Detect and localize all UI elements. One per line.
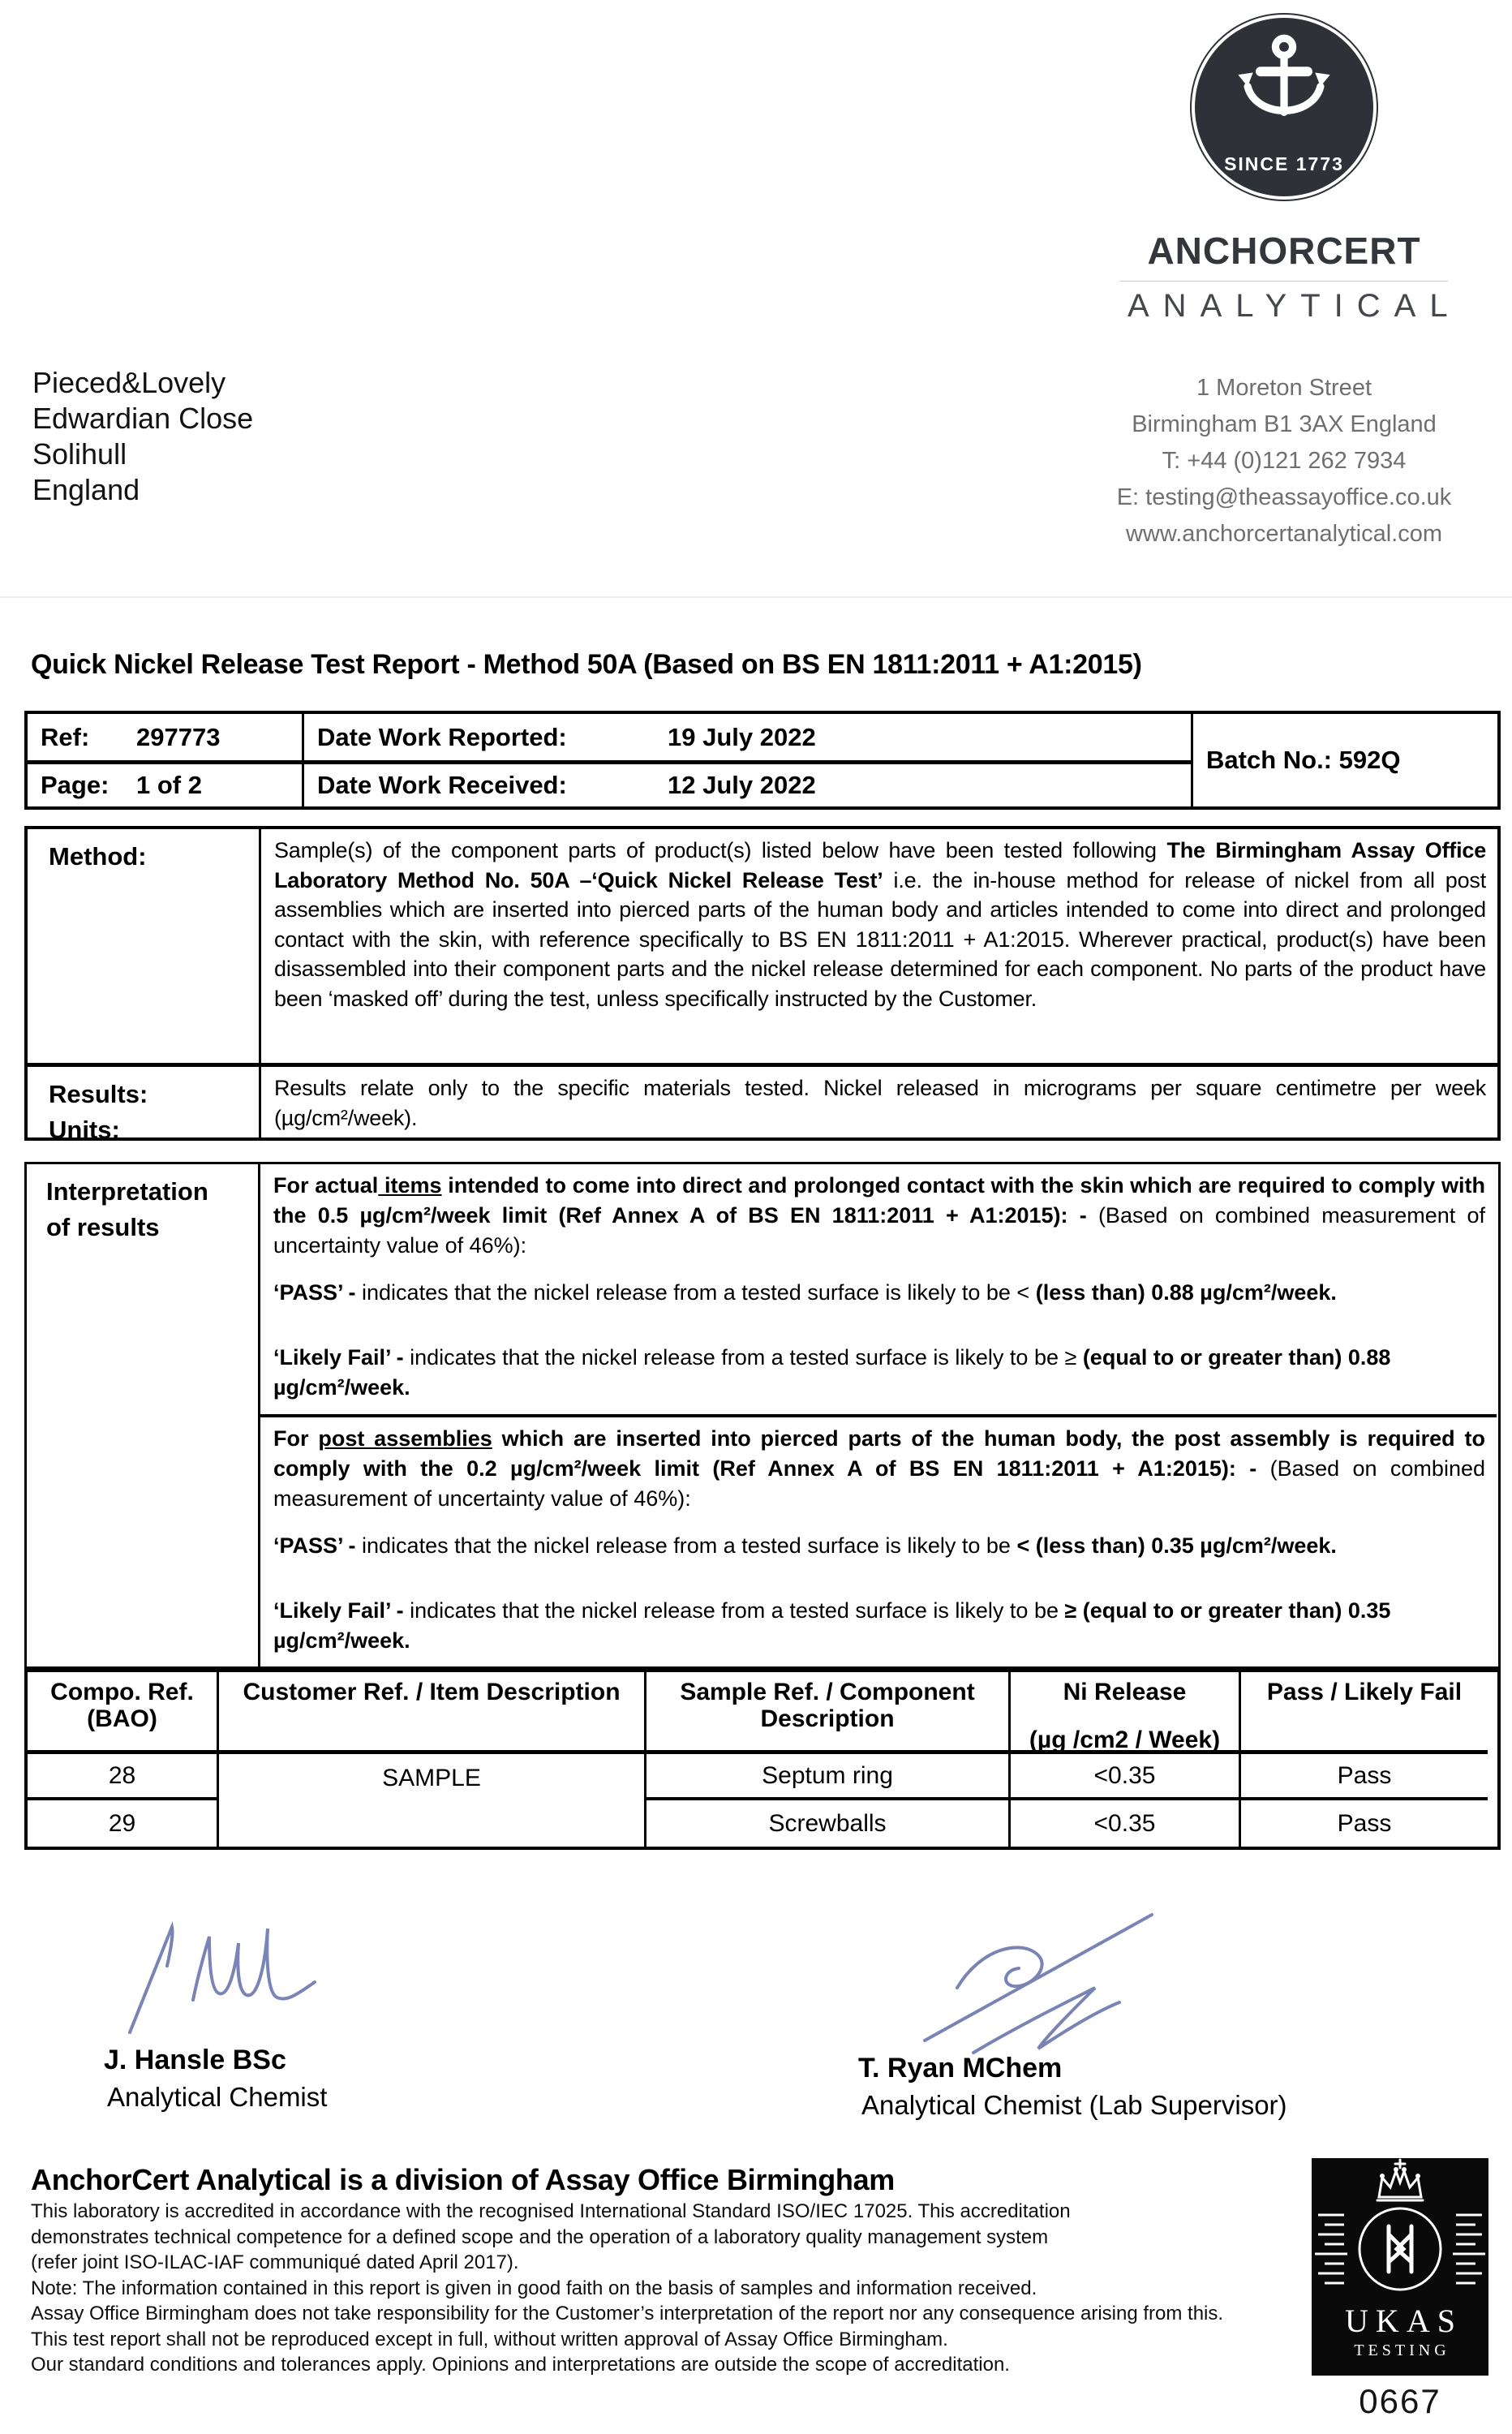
ukas-acronym: UKAS <box>1345 2303 1463 2339</box>
interpretation-table <box>24 1162 1501 1669</box>
anchor-icon <box>1231 31 1338 138</box>
date-reported-cell <box>302 714 1191 760</box>
ukas-accreditation-mark <box>1312 2158 1488 2376</box>
brand-name: anchorcert <box>1147 215 1421 275</box>
reference-table <box>24 711 1501 810</box>
ukas-crown-icon <box>1312 2158 1488 2296</box>
column-header-sample-ref <box>646 1672 1011 1754</box>
method-label: Method: <box>28 829 261 1063</box>
text-line: This test report shall not be reproduced except in full, without written approval of Assay Office Birmingham. <box>31 2328 948 2350</box>
header-divider <box>0 596 1512 598</box>
header-component-line1: Sample Ref. / Component <box>680 1679 975 1705</box>
text-line: T: +44 (0)121 262 7934 <box>1162 448 1407 474</box>
header-customer: Customer Ref. / Item Description <box>243 1679 621 1705</box>
table-row-1-result: Pass <box>1241 1754 1488 1800</box>
ref-cell <box>28 714 302 760</box>
text-line: Birmingham B1 3AX England <box>1132 411 1437 437</box>
text-line: This laboratory is accredited in accordance with the recognised International Standard ISO/IEC 17025. This accreditation <box>31 2200 1071 2222</box>
signature-scribble-supervisor <box>900 1890 1249 2065</box>
posts-pass-definition: ‘PASS’ - indicates that the nickel release from a tested surface is likely to be < (less than) 0.35 µg/cm²/week. <box>273 1533 1337 1558</box>
table-row-1-component: Septum ring <box>646 1754 1011 1800</box>
date-received-value: 12 July 2022 <box>668 771 816 799</box>
division-statement: AnchorCert Analytical is a division of Assay Office Birmingham <box>31 2163 896 2196</box>
ref-label: Ref: <box>41 722 90 751</box>
table-row-2-ni: <0.35 <box>1011 1800 1241 1847</box>
interpretation-posts-block <box>260 1417 1497 1666</box>
text-line: www.anchorcertanalytical.com <box>1125 521 1443 547</box>
date-received-cell <box>302 760 1191 806</box>
method-text: Sample(s) of the component parts of product(s) listed below have been tested following The Birmingham Assay Office Laboratory Method No. 50A –‘Quick Nickel Release Test’ i.e. the in-house method for release of nickel from all post assemblies which are inserted into pierced parts of the human body and articles intended to come into direct and prolonged contact with the skin, with reference specifically to BS EN 1811:2011 + A1:2015. Wherever practical, product(s) have been disassembled into their component parts and the nickel release determined for each component. No parts of the product have been ‘masked off’ during the test, unless specifically instructed by the Customer. <box>274 838 1487 1011</box>
date-reported-value: 19 July 2022 <box>668 722 816 751</box>
customer-address <box>32 365 253 508</box>
method-results-table <box>24 826 1501 1144</box>
anchor-emblem-circle <box>1195 18 1373 196</box>
page-label: Page: <box>41 771 110 799</box>
table-row-2-result: Pass <box>1337 1809 1392 1837</box>
items-pass-definition: ‘PASS’ - indicates that the nickel release from a tested surface is likely to be < (less than) 0.88 µg/cm²/week. <box>273 1280 1337 1305</box>
signatory-name-2: T. Ryan MChem <box>858 2053 1063 2084</box>
results-text: Results relate only to the specific materials tested. Nickel released in micrograms per square centimetre per week (µg/cm²/week). <box>261 1063 1497 1137</box>
results-units-label <box>28 1063 261 1144</box>
date-reported-label: Date Work Reported: <box>317 722 567 751</box>
text-line: Solihull <box>32 437 127 471</box>
items-limit-paragraph: For actual items intended to come into direct and prolonged contact with the skin which are required to comply with the 0.5 µg/cm²/week limit (Ref Annex A of BS EN 1811:2011 + A1:2015): - (Based on combined measurement of uncertainty value of 46%): <box>273 1173 1485 1258</box>
text-line: (refer joint ISO-ILAC-IAF communiqué dated April 2017). <box>31 2251 519 2273</box>
text-line: England <box>32 473 140 506</box>
column-header-ni-release <box>1011 1672 1241 1754</box>
table-customer-ref: SAMPLE <box>219 1754 646 1847</box>
ukas-lab-number: 0667 <box>1359 2382 1441 2420</box>
brand-divider <box>1120 281 1448 282</box>
interpretation-label <box>27 1164 260 1666</box>
interpretation-label-line2: of results <box>46 1213 160 1241</box>
results-label: Results: <box>49 1080 148 1108</box>
report-title: Quick Nickel Release Test Report - Method 50A (Based on BS EN 1811:2011 + A1:2015) <box>31 649 1142 680</box>
brand-subtitle: ANALYTICAL <box>1128 288 1462 324</box>
header-ni-units: (µg /cm2 / Week) <box>1029 1727 1221 1753</box>
text-line: Note: The information contained in this report is given in good faith on the basis of samples and information received. <box>31 2277 1037 2299</box>
header-compo-line2: (BAO) <box>87 1705 157 1732</box>
ref-value: 297773 <box>136 722 221 751</box>
posts-fail-definition: ‘Likely Fail’ - indicates that the nickel release from a tested surface is likely to be ≥ (equal to or greater than) 0.35 µg/cm²/week. <box>273 1598 1391 1653</box>
table-row-1-ni: <0.35 <box>1011 1754 1241 1800</box>
text-line: Our standard conditions and tolerances apply. Opinions and interpretations are outside the scope of accreditation. <box>31 2354 1010 2376</box>
signatory-name-1: J. Hansle BSc <box>104 2045 286 2075</box>
text-line: Pieced&Lovely <box>32 366 226 399</box>
table-row-2-component: Screwballs <box>646 1800 1011 1847</box>
date-received-label: Date Work Received: <box>317 771 567 799</box>
page-value: 1 of 2 <box>136 771 202 799</box>
text-line: Edwardian Close <box>32 402 254 435</box>
text-line: Assay Office Birmingham does not take responsibility for the Customer’s interpretation of the report nor any consequence arising from this. <box>31 2303 1224 2324</box>
table-row-1-compo: 28 <box>28 1754 219 1800</box>
accreditation-disclaimer <box>31 2199 1296 2378</box>
signatory-title-2: Analytical Chemist (Lab Supervisor) <box>861 2090 1287 2120</box>
text-line: 1 Moreton Street <box>1196 375 1372 401</box>
posts-limit-paragraph: For post assemblies which are inserted into pierced parts of the human body, the post assembly is required to comply with the 0.2 µg/cm²/week limit (Ref Annex A of BS EN 1811:2011 + A1:2015): - (Based on combined measurement of uncertainty value of 46%): <box>273 1426 1485 1511</box>
lab-contact-details <box>1114 370 1454 553</box>
table-row-2-compo: 29 <box>28 1800 219 1847</box>
interpretation-label-line1: Interpretation <box>46 1177 208 1206</box>
interpretation-items-block <box>260 1164 1497 1417</box>
text-line: demonstrates technical competence for a defined scope and the operation of a laboratory quality management system <box>31 2225 1049 2248</box>
batch-number: Batch No.: 592Q <box>1191 714 1497 806</box>
header-compo-line1: Compo. Ref. <box>50 1679 194 1705</box>
anchor-emblem <box>1190 13 1378 201</box>
column-header-customer-ref <box>219 1672 646 1754</box>
items-fail-definition: ‘Likely Fail’ - indicates that the nickel release from a tested surface is likely to be ≥ (equal to or greater than) 0.88 µg/cm²/week. <box>273 1345 1391 1400</box>
header-result: Pass / Likely Fail <box>1266 1679 1463 1705</box>
column-header-compo-ref <box>28 1672 219 1754</box>
units-label: Units: <box>49 1116 120 1144</box>
logo-since-text: SINCE 1773 <box>1224 153 1344 174</box>
column-header-pass-fail <box>1241 1672 1488 1754</box>
signatory-title-1: Analytical Chemist <box>107 2082 328 2112</box>
header-ni-line1: Ni Release <box>1063 1679 1187 1705</box>
page-cell <box>28 760 302 806</box>
results-data-table <box>24 1669 1501 1850</box>
signature-scribble-chemist <box>114 1894 357 2045</box>
anchorcert-logo <box>1114 13 1462 325</box>
text-line: E: testing@theassayoffice.co.uk <box>1116 484 1452 510</box>
ukas-category: TESTING <box>1354 2342 1450 2359</box>
header-component-line2: Description <box>760 1705 895 1732</box>
